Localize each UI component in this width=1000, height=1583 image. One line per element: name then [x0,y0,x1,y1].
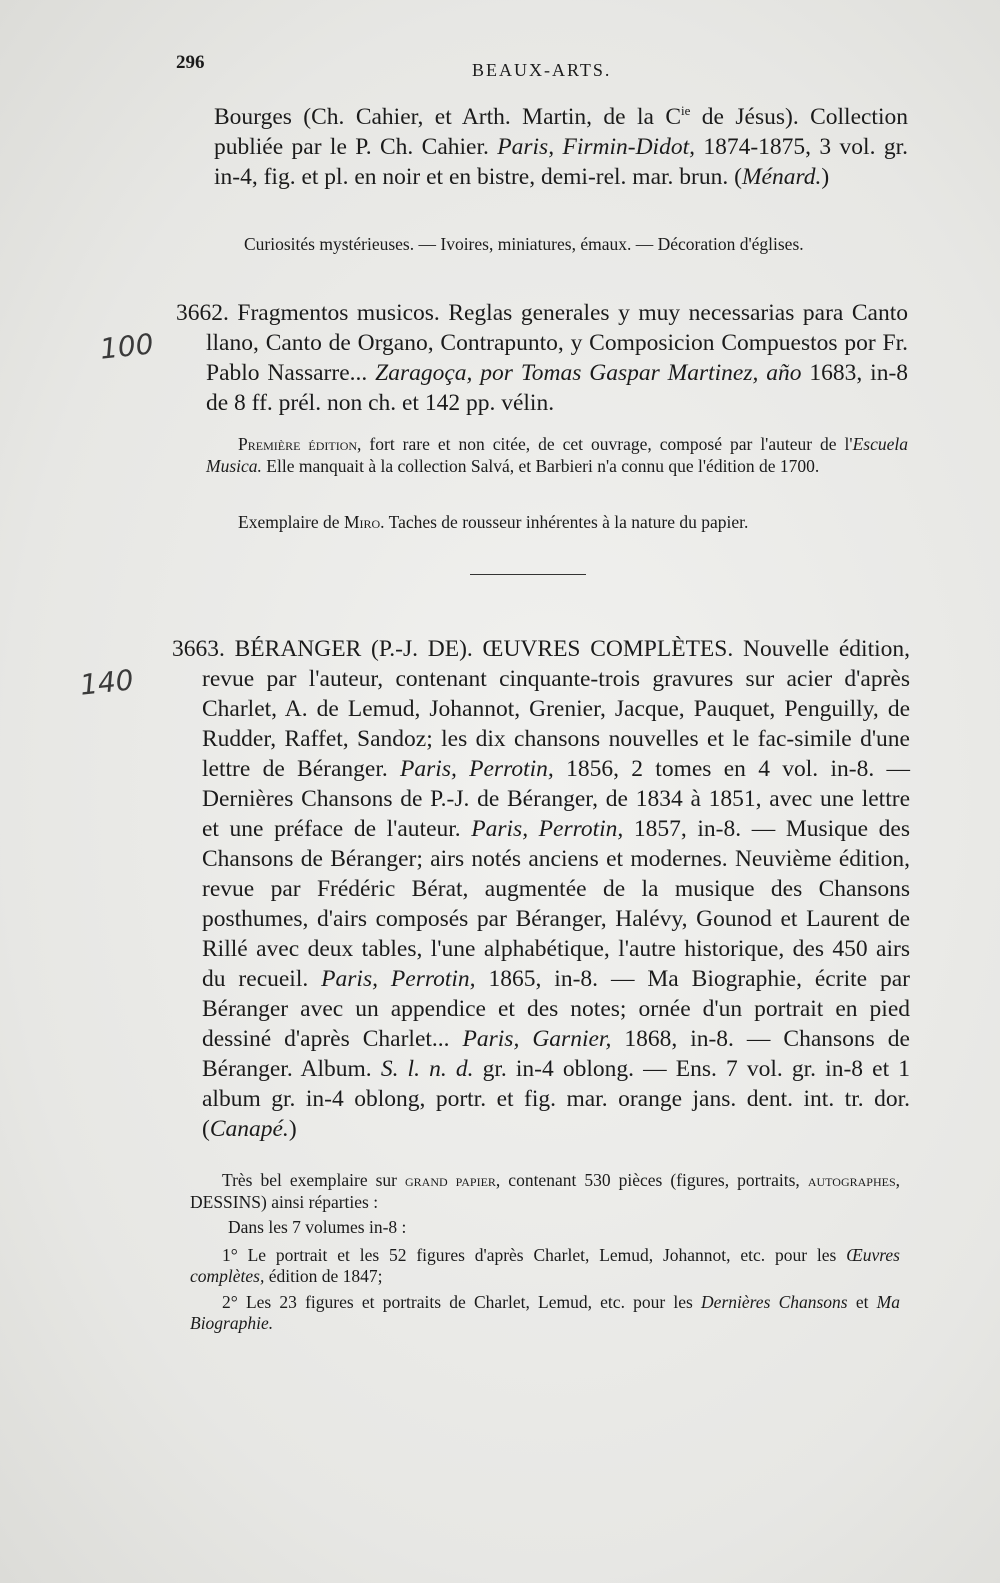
lot-number-3662: 3662. [176,300,229,326]
lot-number-3663: 3663. [172,636,225,662]
note-bourges: Curiosités mystérieuses. — Ivoires, miniatures, émaux. — Décoration d'églises. [244,234,804,254]
notes-3663 [190,1170,900,1335]
note-3663-copy: Très bel exemplaire sur grand papier, contenant 530 pièces (figures, portraits, autographes, DESSINS) ainsi réparties : [190,1170,900,1212]
section-divider [470,574,586,575]
note-3663-item-2: 2° Les 23 figures et portraits de Charlet, Lemud, etc. pour les Dernières Chansons et Ma Biographie. [190,1291,900,1333]
entry-3663: 3663. BÉRANGER (P.-J. DE). ŒUVRES COMPLÈTES. Nouvelle édition, revue par l'auteur, contenant cinquante-trois gravures sur acier d'après Charlet, A. de Lemud, Johannot, Grenier, Jacque, Pauquet, Penguilly, de Rudder, Raffet, Sandoz; les dix chansons nouvelles et le fac-simile d'une lettre de Béranger. Paris, Perrotin, 1856, 2 tomes en 4 vol. in-8. — Dernières Chansons de P.-J. de Béranger, de 1834 à 1851, avec une lettre et une préface de l'auteur. Paris, Perrotin, 1857, in-8. — Musique des Chansons de Béranger; airs notés anciens et modernes. Neuvième édition, revue par Frédéric Bérat, augmentée de la musique des Chansons posthumes, d'airs composés par Béranger, Halévy, Gounod et Laurent de Rillé avec deux tables, l'une alphabétique, l'autre historique, des 450 airs du recueil. Paris, Perrotin, 1865, in-8. — Ma Biographie, écrite par Béranger avec un appendice et des notes; ornée d'un portrait en pied dessiné d'après Charlet... Paris, Garnier, 1868, in-8. — Chansons de Béranger. Album. S. l. n. d. gr. in-4 oblong. — Ens. 7 vol. gr. in-8 et 1 album gr. in-4 oblong, portr. et fig. mar. orange jans. dent. int. tr. dor. (Canapé.) [172,636,910,1142]
note-3663-item-1: 1° Le portrait et les 52 figures d'après Charlet, Lemud, Johannot, etc. pour les Œuvres complètes, édition de 1847; [190,1244,900,1286]
margin-price-3663: 140 [78,663,136,702]
margin-price-3662: 100 [98,327,156,366]
running-head: BEAUX-ARTS. [472,60,612,80]
note-3662-copy: Exemplaire de Miro. Taches de rousseur inhérentes à la nature du papier. [238,512,749,532]
note-3663-volumes: Dans les 7 volumes in-8 : [228,1217,407,1237]
page-number: 296 [176,52,205,73]
entry-3662: 3662. Fragmentos musicos. Reglas generales y muy necessarias para Canto llano, Canto de Organo, Contrapunto, y Composicion Compuestos por Fr. Pablo Nassarre... Zaragoça, por Tomas Gaspar Martinez, año 1683, in-8 de 8 ff. prél. non ch. et 142 pp. vélin. [176,300,909,416]
entry-bourges: Bourges (Ch. Cahier, et Arth. Martin, de la $C^{ie}$ de Jésus). Collection publiée par le P. Ch. Cahier. Paris, Firmin-Didot, 1874-1875, 3 vol. gr. in-4, fig. et pl. en noir et en bistre, demi-rel. mar. brun. (Ménard.) [214,103,908,190]
note-3662-first: Première édition, fort rare et non citée, de cet ouvrage, composé par l'auteur de l'Escuela Musica. Elle manquait à la collection Salvá, et Barbieri n'a connu que l'édition de 1700. [206,434,908,476]
